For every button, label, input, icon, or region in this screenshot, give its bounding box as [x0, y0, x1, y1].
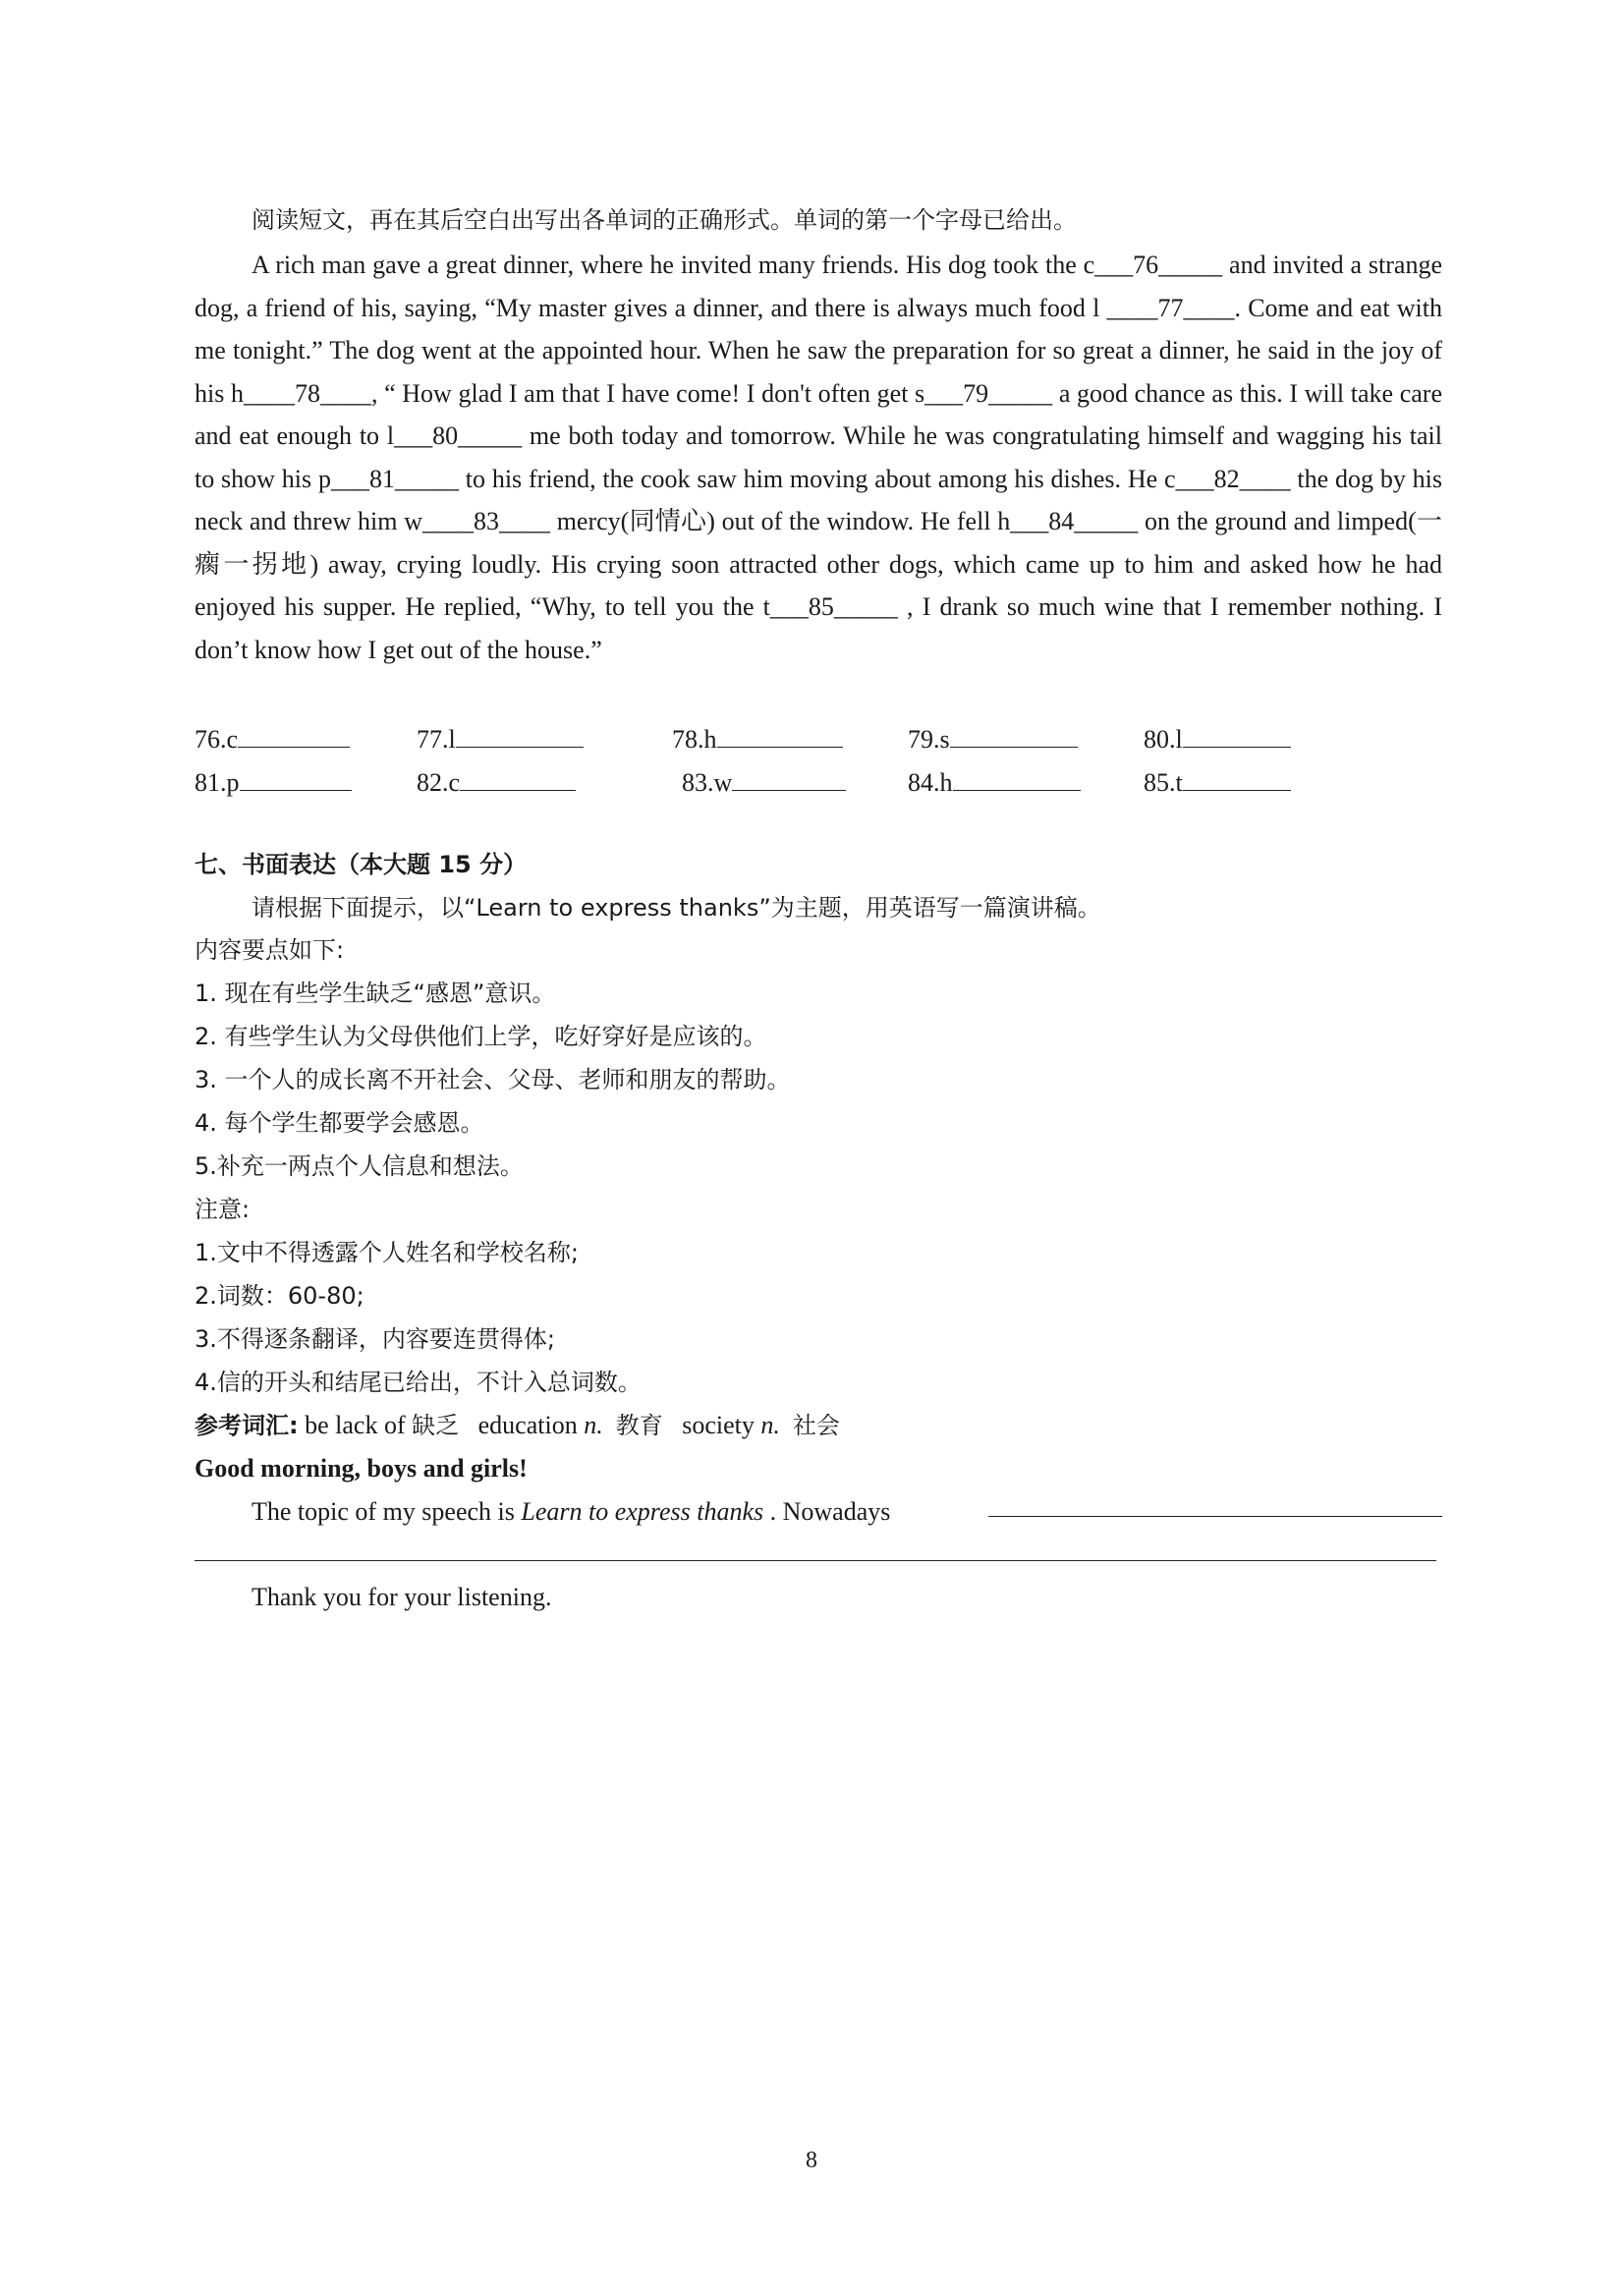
vocab-1-cn: 缺乏 [412, 1412, 460, 1439]
answer-79[interactable]: 79.s [908, 715, 1078, 761]
answer-76[interactable]: 76.c [195, 715, 350, 761]
vocab-line [195, 1404, 1442, 1447]
writing-prompt: 请根据下面提示，以“Learn to express thanks”为主题，用英语写一篇演讲稿。 [252, 894, 1101, 922]
closing: Thank you for your listening. [252, 1583, 552, 1611]
note-3: 3.不得逐条翻译，内容要连贯得体; [195, 1325, 555, 1353]
vocab-2: education [477, 1411, 585, 1439]
topic-text-a: The topic of my speech is [252, 1497, 522, 1526]
writing-blank-line-2[interactable] [195, 1560, 1436, 1561]
topic-text-c: . Nowadays [763, 1497, 891, 1526]
reading-instruction: 阅读短文，再在其后空白出写出各单词的正确形式。单词的第一个字母已给出。 [252, 206, 1077, 234]
answer-80[interactable]: 80.l [1144, 715, 1291, 761]
greeting: Good morning, boys and girls! [195, 1454, 528, 1483]
point-2: 2. 有些学生认为父母供他们上学，吃好穿好是应该的。 [195, 1023, 767, 1050]
note-4: 4.信的开头和结尾已给出，不计入总词数。 [195, 1369, 642, 1396]
vocab-label: 参考词汇: [195, 1412, 299, 1439]
topic-line [195, 1490, 1499, 1534]
writing-blank-line-1[interactable] [988, 1516, 1442, 1517]
answer-77[interactable]: 77.l [417, 715, 584, 761]
notes-title: 注意: [195, 1196, 251, 1223]
point-4: 4. 每个学生都要学会感恩。 [195, 1109, 484, 1137]
vocab-3-pos: n. [760, 1411, 780, 1439]
point-5: 5.补充一两点个人信息和想法。 [195, 1152, 524, 1180]
writing-heading: 七、书面表达（本大题 15 分） [195, 851, 528, 878]
answer-85[interactable]: 85.t [1144, 758, 1291, 805]
answer-83[interactable]: 83.w [682, 758, 846, 805]
note-2: 2.词数：60-80; [195, 1282, 364, 1310]
answer-81[interactable]: 81.p [195, 758, 352, 805]
points-title: 内容要点如下: [195, 936, 345, 964]
answer-84[interactable]: 84.h [908, 758, 1081, 805]
vocab-3-cn: 社会 [792, 1412, 840, 1439]
page-number: 8 [806, 2148, 817, 2173]
note-1: 1.文中不得透露个人姓名和学校名称; [195, 1239, 579, 1266]
reading-passage-block [195, 244, 1442, 671]
vocab-2-cn: 教育 [615, 1412, 663, 1439]
topic-title: Learn to express thanks [521, 1497, 764, 1526]
point-1: 1. 现在有些学生缺乏“感恩”意识。 [195, 980, 556, 1007]
answer-82[interactable]: 82.c [417, 758, 576, 805]
vocab-1: be lack of [298, 1411, 413, 1439]
vocab-2-pos: n. [584, 1411, 603, 1439]
vocab-3: society [682, 1411, 761, 1439]
point-3: 3. 一个人的成长离不开社会、父母、老师和朋友的帮助。 [195, 1066, 791, 1093]
answer-78[interactable]: 78.h [672, 715, 843, 761]
reading-passage: A rich man gave a great dinner, where he invited many friends. His dog took the c___76_____ and invited a strange dog, a friend of his, saying, “My master gives a dinner, and there is always much food l ____77____. Come and eat with me tonight.” The dog went at the appointed hour. When he saw the preparation for so great a dinner, he said in the joy of his h____78____, “ How glad I am that I have come! I don't often get s___79_____ a good chance as this. I will take care and eat enough to l___80_____ me both today and tomorrow. While he was congratulating himself and wagging his tail to show his p___81_____ to his friend, the cook saw him moving about among his dishes. He c___82____ the dog by his neck and threw him w____83____ mercy(同情心) out of the window. He fell h___84_____ on the ground and limped(一瘸一拐地) away, crying loudly. His crying soon attracted other dogs, which came up to him and asked how he had enjoyed his supper. He replied, “Why, to tell you the t___85_____ , I drank so much wine that I remember nothing. I don’t know how I get out of the house.” [195, 251, 1442, 664]
